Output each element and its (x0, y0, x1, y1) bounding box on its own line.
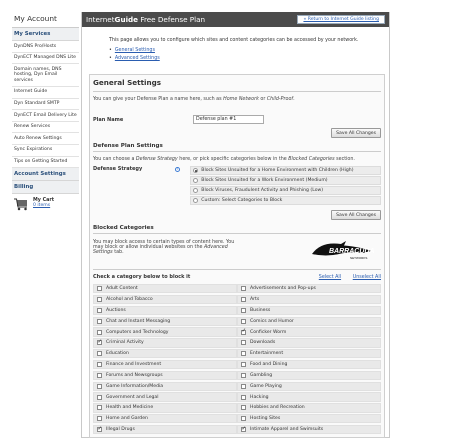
category-checkbox[interactable] (97, 319, 102, 324)
sidebar-heading-billing[interactable]: Billing (12, 181, 79, 194)
category-row[interactable] (237, 425, 381, 434)
category-row[interactable] (237, 414, 381, 423)
category-label: Arts (250, 296, 260, 302)
category-label: Food and Dining (250, 362, 288, 368)
category-row[interactable] (237, 403, 381, 412)
return-to-listing-button[interactable]: « Return to Internet Guide listing (297, 15, 385, 24)
category-label: Finance and Investment (106, 362, 162, 368)
category-checkbox[interactable] (241, 286, 246, 291)
category-label: Entertainment (250, 351, 284, 357)
category-row[interactable] (93, 382, 237, 391)
select-all-link[interactable]: Select All (318, 275, 342, 280)
sidebar-item-auto-renew[interactable]: Auto Renew Settings (12, 133, 79, 145)
category-row[interactable] (237, 327, 381, 336)
sidebar-item-sync-expirations[interactable]: Sync Expirations (12, 145, 79, 157)
category-row[interactable] (237, 371, 381, 380)
radio-icon[interactable] (193, 168, 198, 173)
category-label: Intimate Apparel and Swimsuits (250, 427, 324, 433)
defense-plan-settings-title: Defense Plan Settings (93, 141, 381, 152)
category-row[interactable] (93, 392, 237, 401)
my-cart[interactable] (12, 194, 79, 215)
category-checkbox[interactable] (241, 351, 246, 356)
link-advanced-settings[interactable]: • Advanced Settings (109, 56, 389, 61)
category-label: Business (250, 307, 271, 313)
category-checkbox[interactable] (241, 308, 246, 313)
category-checkbox[interactable] (97, 373, 102, 378)
blocked-categories-desc: You may block access to certain types of content here. You may block or allow individual websites on the Advanced Settings tab. (93, 240, 235, 255)
category-label: Education (106, 351, 129, 357)
category-label: Gambling (250, 372, 273, 378)
category-checkbox[interactable] (241, 373, 246, 378)
sidebar-title: My Account (12, 12, 79, 28)
category-checkbox[interactable] (241, 416, 246, 421)
save-all-changes-button-2[interactable]: Save All Changes (331, 210, 381, 220)
plan-name-label: Plan Name (93, 116, 124, 123)
strategy-option-low[interactable]: Block Viruses, Fraudulent Activity and Phishing (Low) (190, 186, 381, 195)
sidebar-item-renew-services[interactable]: Renew Services (12, 122, 79, 134)
sidebar-heading-account-settings[interactable]: Account Settings (12, 168, 79, 181)
section-links (82, 43, 389, 61)
blocked-categories-title: Blocked Categories (93, 223, 381, 234)
category-checkbox[interactable] (241, 427, 246, 432)
category-row[interactable] (237, 306, 381, 315)
category-checkbox[interactable] (241, 340, 246, 345)
header-bar (82, 12, 389, 27)
category-row[interactable] (237, 392, 381, 401)
category-row[interactable] (237, 284, 381, 293)
sidebar-item-internet-guide[interactable]: Internet Guide (12, 87, 79, 99)
category-label: Alcohol and Tobacco (106, 296, 153, 302)
category-checkbox[interactable] (97, 286, 102, 291)
category-column-left (93, 284, 237, 436)
category-label: Government and Legal (106, 394, 159, 400)
category-label: Hosting Sites (250, 416, 281, 422)
category-row[interactable] (237, 317, 381, 326)
category-checkbox[interactable] (97, 416, 102, 421)
sidebar-item-domain-names[interactable]: Domain names, DNS hosting, Dyn Email services (12, 64, 79, 87)
category-checkbox[interactable] (97, 362, 102, 367)
category-row[interactable] (93, 295, 237, 304)
category-label: Game Playing (250, 383, 282, 389)
svg-text:NETWORKS: NETWORKS (350, 256, 368, 260)
category-label: Health and Medicine (106, 405, 154, 411)
strategy-options (190, 166, 381, 206)
category-column-right (237, 284, 381, 436)
category-label: Computers and Technology (106, 329, 169, 335)
svg-text:BARRACUDA: BARRACUDA (329, 248, 375, 255)
category-label: Home and Garden (106, 416, 148, 422)
intro-text: This page allows you to configure which sites and content categories can be accessed by your network. (109, 38, 359, 43)
category-row[interactable] (93, 414, 237, 423)
category-checkbox[interactable] (241, 405, 246, 410)
general-settings-desc: You can give your Defense Plan a name here, such as Home Network or Child-Proof. (93, 97, 295, 102)
help-icon[interactable]: ? (176, 167, 179, 171)
category-row[interactable] (93, 349, 237, 358)
link-general-settings[interactable]: • General Settings (109, 48, 389, 53)
category-label: Comics and Humor (250, 318, 294, 324)
category-row[interactable] (237, 382, 381, 391)
category-label: Auctions (106, 307, 126, 313)
strategy-option-high[interactable]: Block Sites Unsuited for a Home Environment with Children (High) (190, 166, 381, 175)
category-checkbox[interactable] (241, 319, 246, 324)
unselect-all-link[interactable]: Unselect All (352, 275, 381, 280)
main-content (81, 12, 390, 438)
category-row[interactable] (237, 360, 381, 369)
category-checkbox[interactable] (97, 330, 102, 335)
general-settings-title: General Settings (93, 75, 381, 92)
category-row[interactable] (93, 327, 237, 336)
category-label: Illegal Drugs (106, 427, 135, 433)
category-checkbox[interactable] (241, 395, 246, 400)
category-row[interactable] (93, 284, 237, 293)
category-row[interactable] (237, 349, 381, 358)
category-grid (93, 284, 381, 436)
category-label: Chat and Instant Messaging (106, 318, 171, 324)
sidebar-item-dynect-email-delivery[interactable]: DynECT Email Delivery Lite (12, 110, 79, 122)
category-label: Hobbies and Recreation (250, 405, 305, 411)
defense-plan-desc: You can choose a Defense Strategy here, or pick specific categories below in the Blocked Categories section. (93, 157, 355, 162)
category-row[interactable] (93, 425, 237, 434)
category-label: Adult Content (106, 286, 138, 292)
cart-count-link[interactable]: 0 items (33, 203, 51, 209)
category-label: Conficker Worm (250, 329, 287, 335)
sidebar-item-dynect-managed-dns[interactable]: DynECT Managed DNS Lite (12, 53, 79, 65)
category-checkbox[interactable] (241, 384, 246, 389)
radio-icon[interactable] (193, 178, 198, 183)
category-checkbox[interactable] (97, 427, 102, 432)
category-label: Criminal Activity (106, 340, 144, 346)
category-label: Game Information/Media (106, 383, 164, 389)
category-checkbox[interactable] (97, 308, 102, 313)
sidebar (12, 12, 79, 215)
cart-title: My Cart (33, 198, 54, 204)
sidebar-heading-my-services[interactable]: My Services (12, 28, 79, 41)
category-checkbox[interactable] (97, 395, 102, 400)
cart-icon (14, 198, 29, 211)
category-checkbox[interactable] (97, 384, 102, 389)
category-row[interactable] (93, 317, 237, 326)
category-row[interactable] (93, 371, 237, 380)
category-row[interactable] (93, 338, 237, 347)
category-label: Advertisements and Pop-ups (250, 286, 316, 292)
radio-icon[interactable] (193, 188, 198, 193)
plan-name-input[interactable]: Defense plan #1 (193, 115, 264, 124)
page-title: InternetGuide Free Defense Plan (86, 15, 206, 24)
category-checkbox[interactable] (241, 330, 246, 335)
strategy-option-custom[interactable]: Custom: Select Categories to Block (190, 196, 381, 205)
category-row[interactable] (93, 306, 237, 315)
category-row[interactable] (237, 338, 381, 347)
sidebar-item-dyndns-pro[interactable]: DynDNS Pro/Hosts (12, 41, 79, 53)
category-row[interactable] (93, 403, 237, 412)
category-checkbox[interactable] (97, 351, 102, 356)
category-checkbox[interactable] (241, 297, 246, 302)
category-checkbox[interactable] (241, 362, 246, 367)
radio-icon[interactable] (193, 198, 198, 203)
check-category-heading: Check a category below to block it (93, 274, 191, 280)
category-checkbox[interactable] (97, 297, 102, 302)
category-label: Hacking (250, 394, 269, 400)
category-checkbox[interactable] (97, 340, 102, 345)
category-checkbox[interactable] (97, 405, 102, 410)
barracuda-logo (311, 239, 381, 261)
category-label: Forums and Newsgroups (106, 372, 163, 378)
category-row[interactable] (93, 360, 237, 369)
sidebar-item-tips[interactable]: Tips on Getting Started (12, 157, 79, 169)
strategy-option-medium[interactable]: Block Sites Unsuited for a Work Environment (Medium) (190, 176, 381, 185)
sidebar-item-dyn-standard-smtp[interactable]: Dyn Standard SMTP (12, 99, 79, 111)
category-row[interactable] (237, 295, 381, 304)
settings-panel (89, 74, 385, 438)
save-all-changes-button[interactable]: Save All Changes (331, 128, 381, 138)
category-label: Downloads (250, 340, 276, 346)
defense-strategy-label: Defense Strategy (93, 166, 143, 172)
